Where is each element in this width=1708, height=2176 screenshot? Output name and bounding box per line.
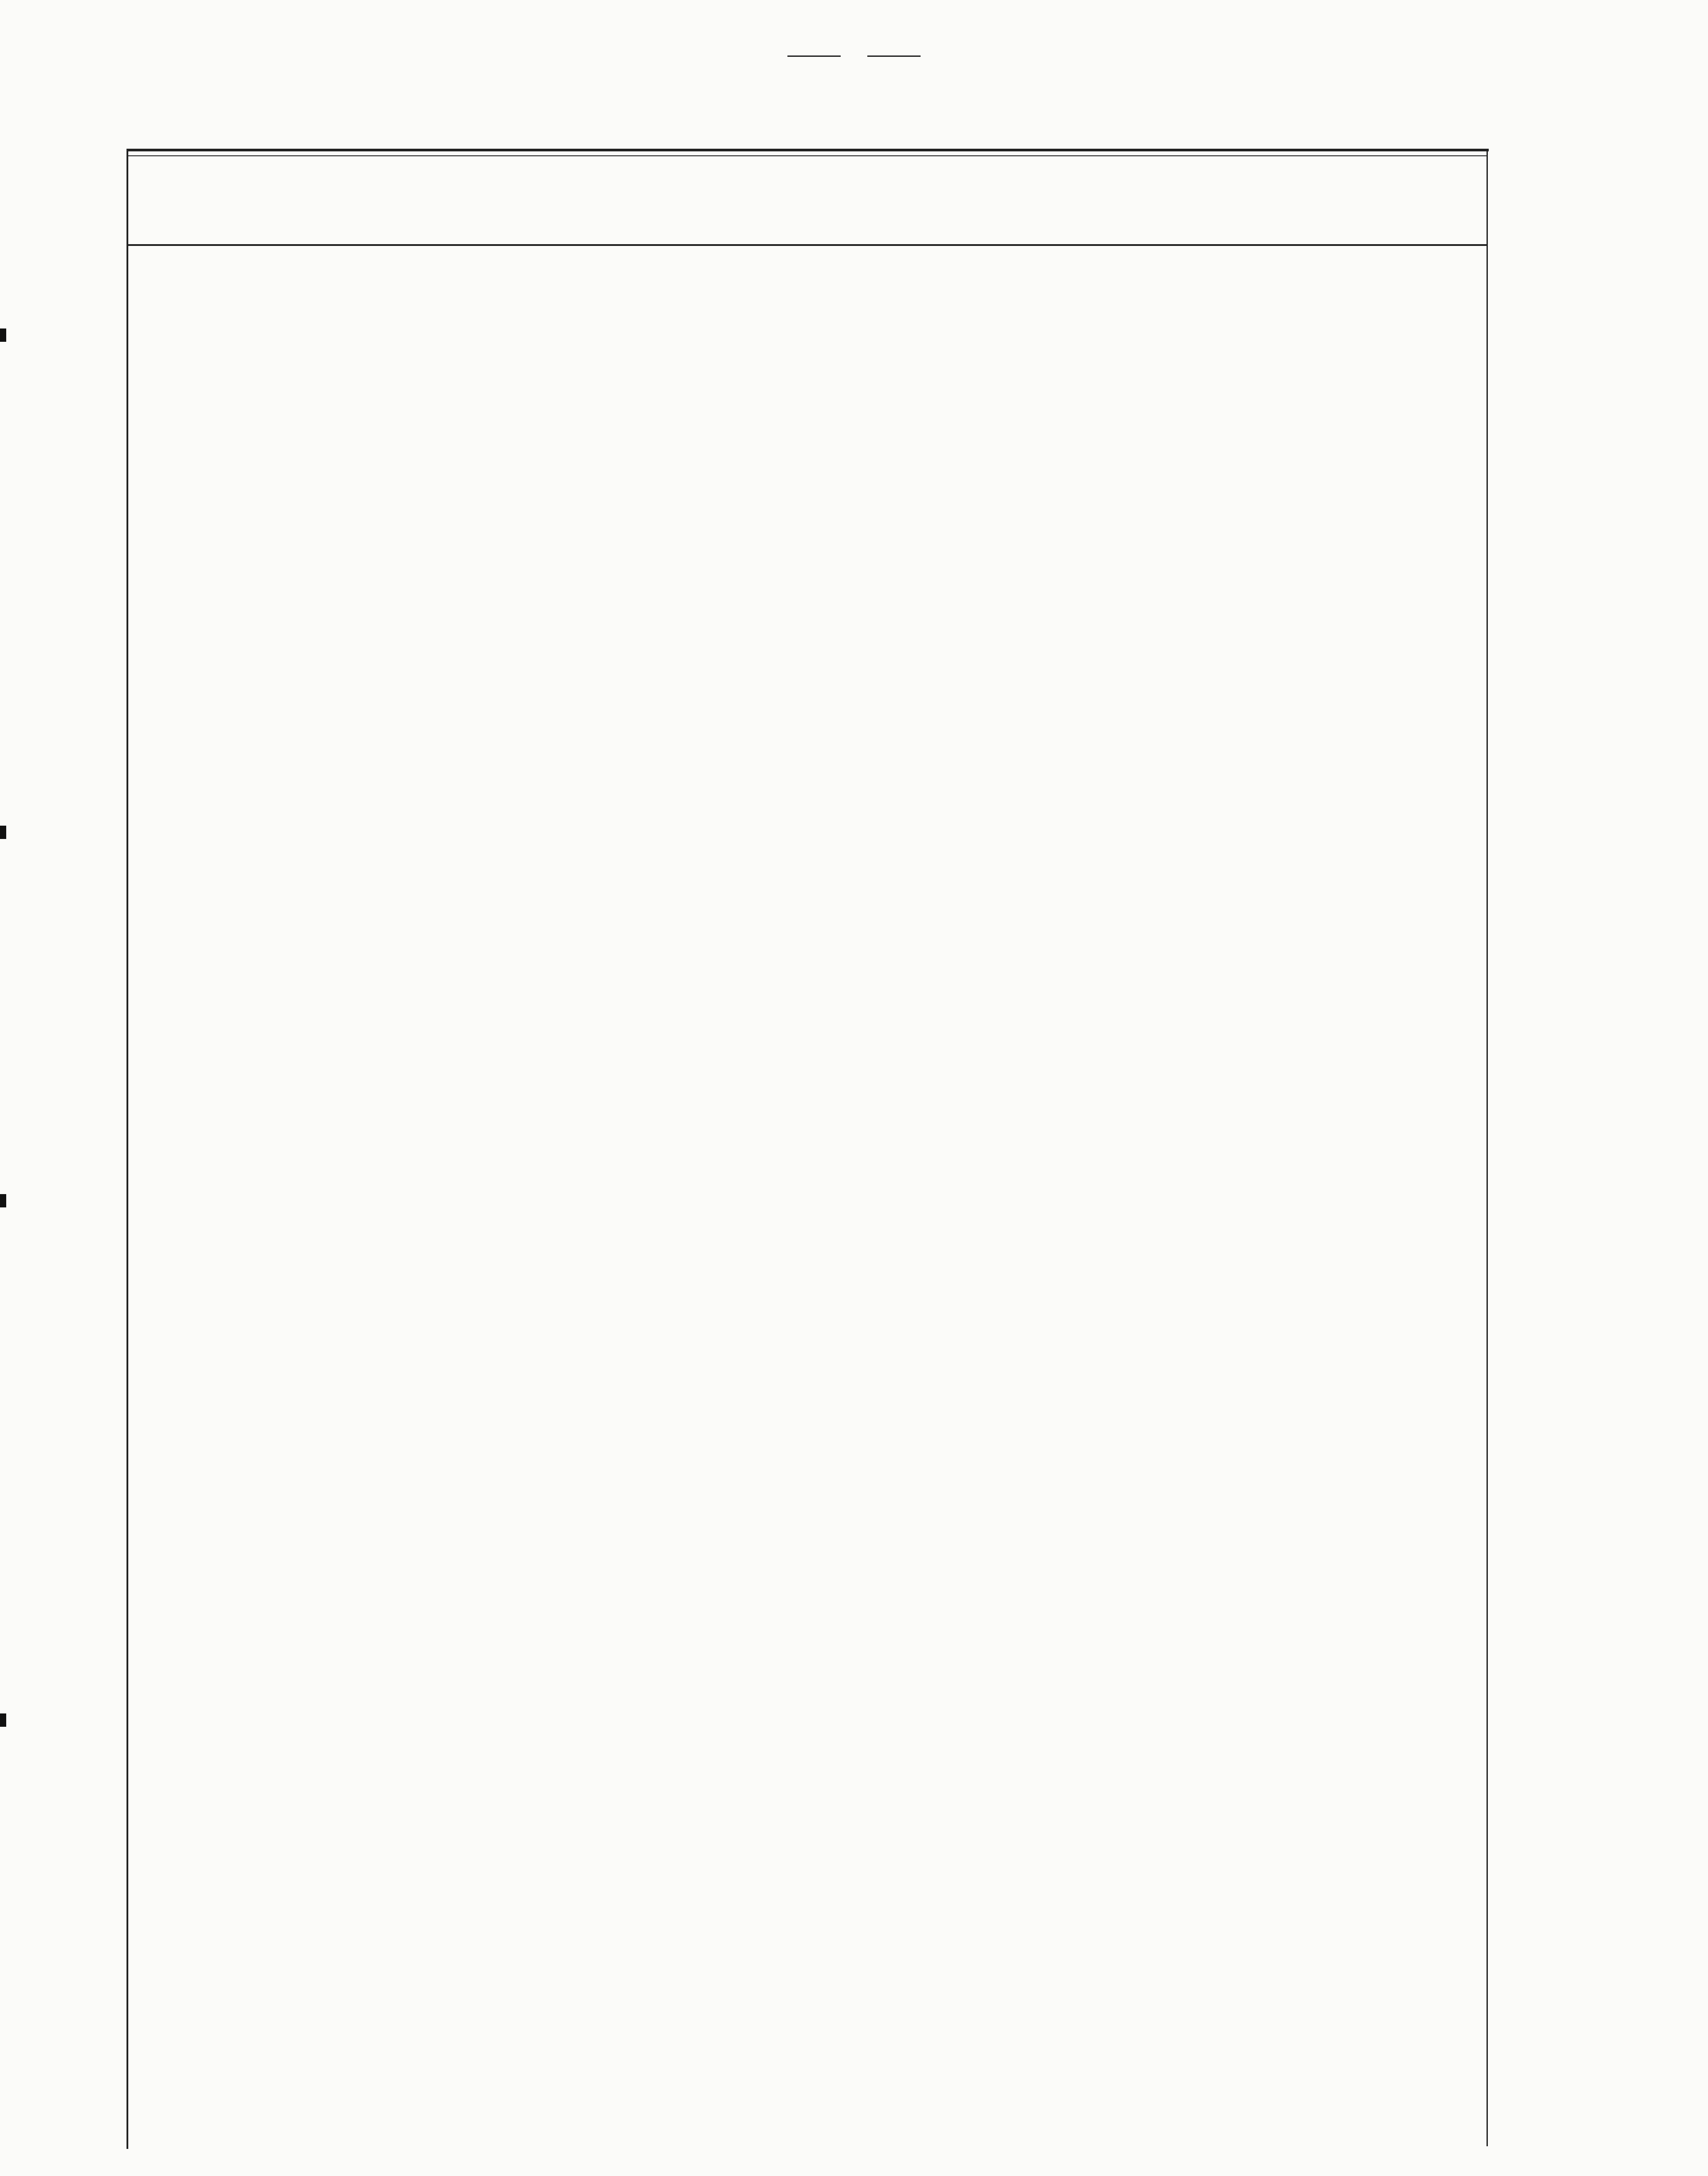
margin-mark [0,328,6,342]
header-bottom-rule [127,244,1487,246]
margin-mark [0,1713,6,1727]
header-top-rule [127,155,1487,156]
margin-mark [0,1194,6,1207]
margin-mark [0,826,6,839]
page-number [0,40,1708,68]
table-frame [127,149,1489,2149]
table-frame-right [1487,149,1488,2146]
